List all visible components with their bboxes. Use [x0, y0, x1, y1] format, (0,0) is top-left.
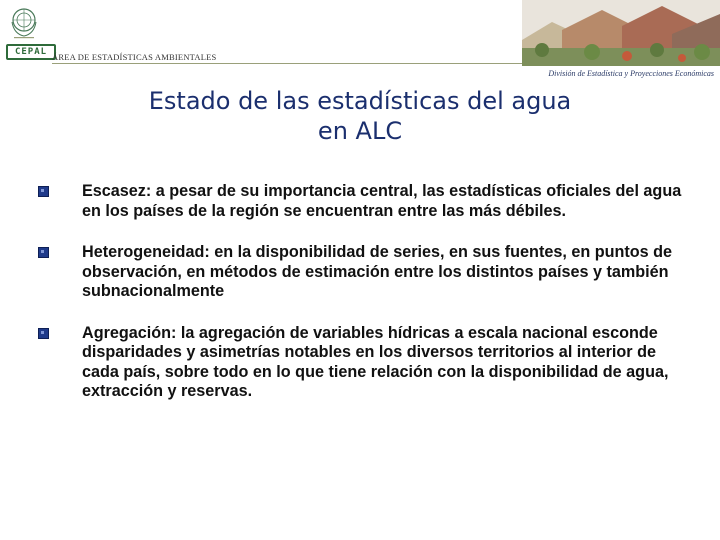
bullet-item: [38, 243, 688, 302]
cepal-logo-text: CEPAL: [14, 47, 48, 57]
square-bullet-icon: [38, 186, 49, 197]
area-title: ÁREA DE ESTADÍSTICAS AMBIENTALES: [52, 52, 217, 62]
square-bullet-icon: [38, 247, 49, 258]
bullet-list: [38, 182, 688, 424]
bullet-text: Heterogeneidad: en la disponibilidad de series, en sus fuentes, en puntos de observación, en métodos de estimación entre los distintos países y también subnacionalmente: [82, 243, 673, 300]
page-title: [80, 86, 640, 146]
bullet-text: Escasez: a pesar de su importancia central, las estadísticas oficiales del agua en los países de la región se encuentran entre las más débiles.: [82, 182, 682, 220]
square-bullet-icon: [38, 328, 49, 339]
bullet-item: [38, 324, 688, 402]
page-title-line-2: en ALC: [317, 117, 403, 145]
cepal-logo: [6, 44, 56, 60]
rooftops-photo-icon: [522, 0, 720, 66]
bullet-item: [38, 182, 688, 221]
header-divider: [52, 63, 522, 64]
page-title-line-1: Estado de las estadísticas del agua: [148, 87, 572, 115]
division-name: División de Estadística y Proyecciones Económicas: [548, 69, 714, 78]
bullet-text: Agregación: la agregación de variables hídricas a escala nacional esconde disparidades y asimetrías notables en los diversos territorios al interior de cada país, sobre todo en lo que tiene relación con la disponibilidad de agua, extracción y reservas.: [82, 323, 669, 400]
united-nations-emblem-icon: [6, 4, 42, 40]
